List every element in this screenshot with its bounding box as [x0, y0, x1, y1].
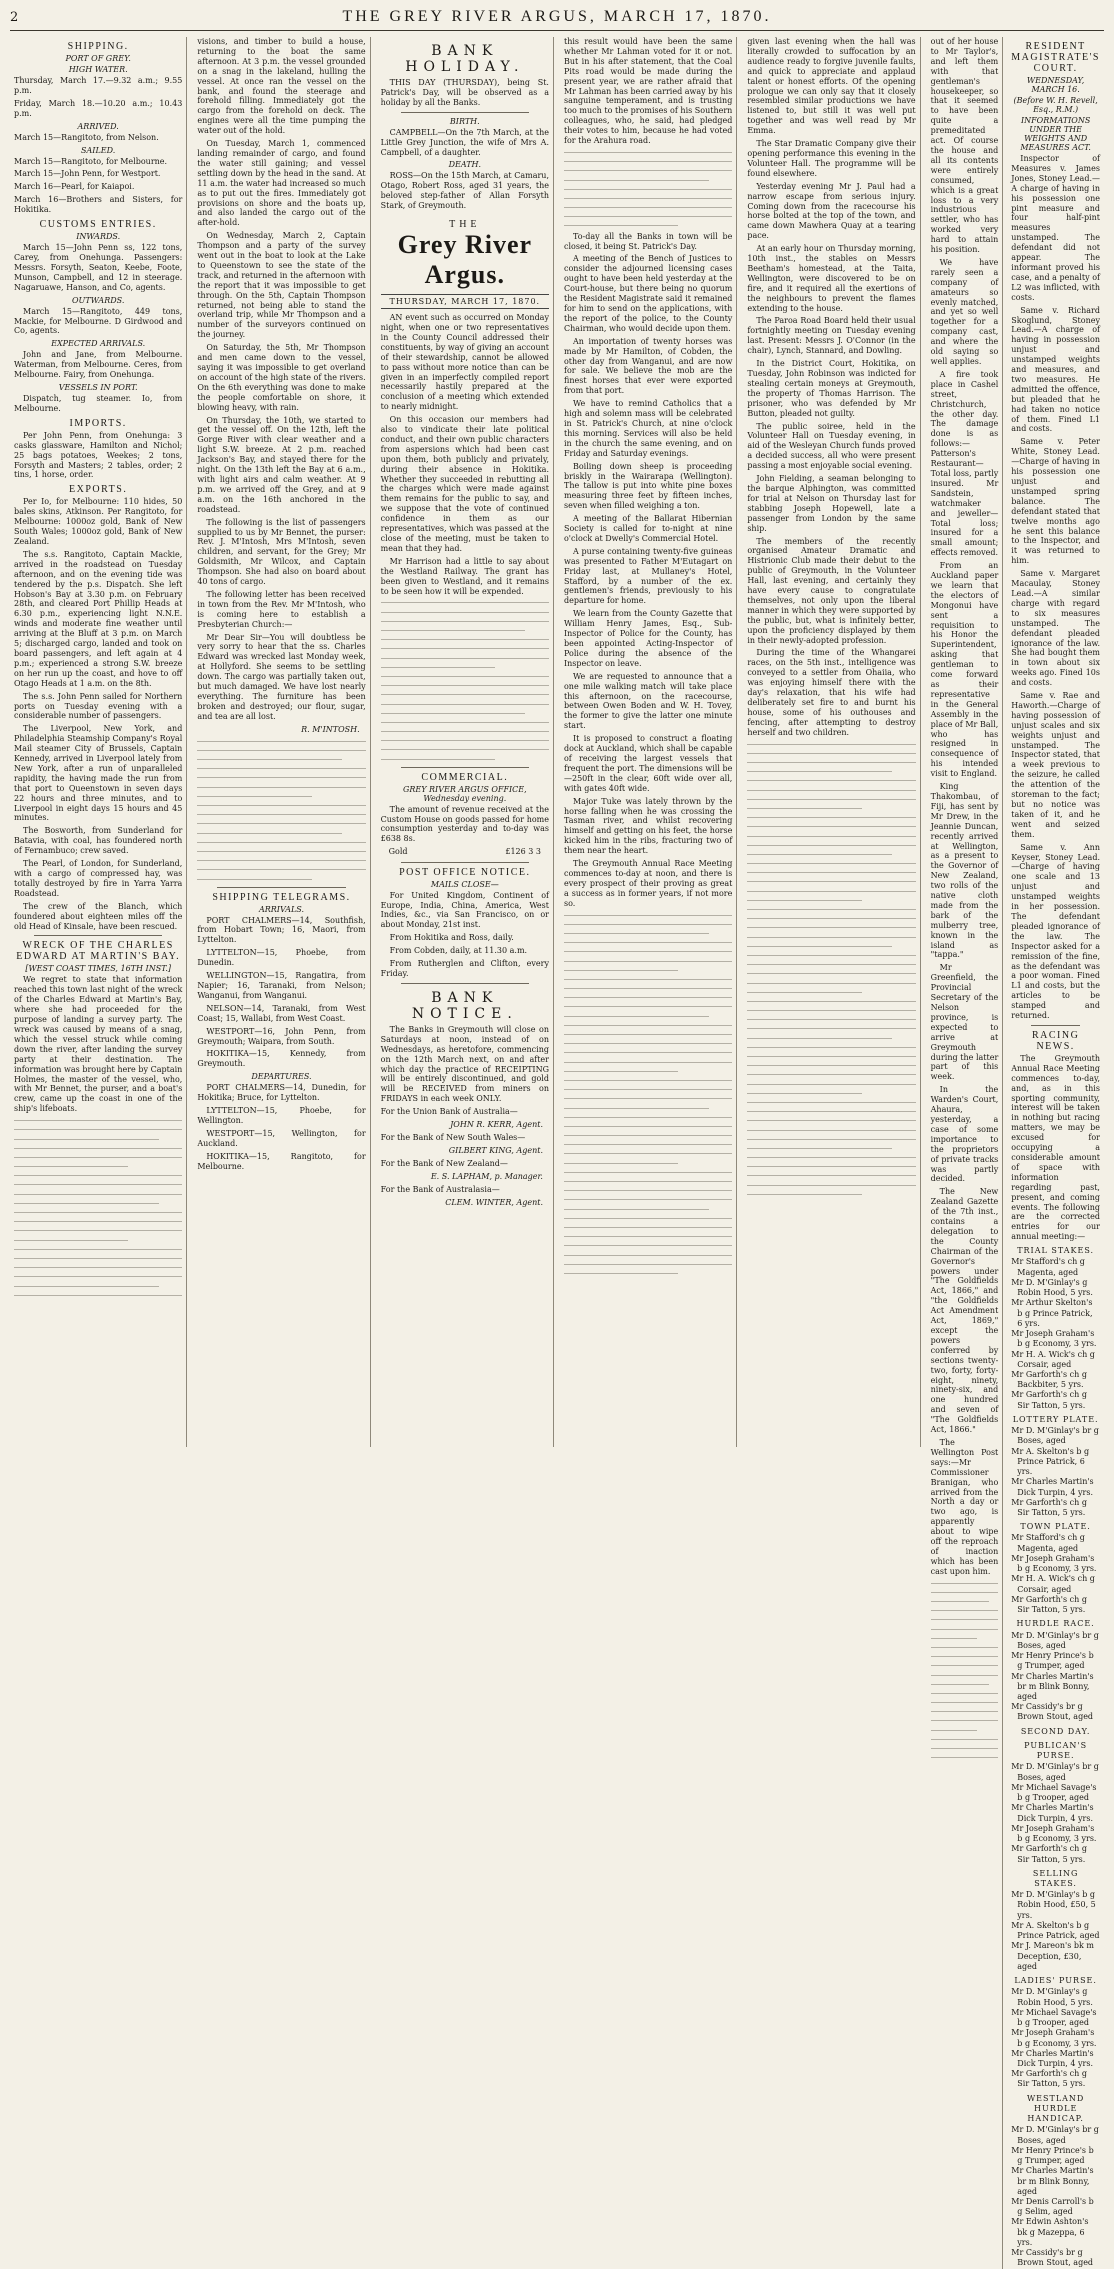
sailed-1: March 15—Rangitoto, for Melbourne. [14, 156, 168, 166]
sailed-label: SAILED. [81, 145, 116, 155]
column-6a [931, 37, 1004, 2269]
sailed-3: March 16—Pearl, for Kaiapoi. [14, 182, 135, 192]
post-office-heading: POST OFFICE NOTICE. [399, 866, 531, 878]
column-6 [927, 37, 1104, 2268]
column-6b [1011, 37, 1100, 2269]
high-water-label: HIGH WATER. [68, 65, 128, 74]
bank-for: For the Bank of New Zealand— [380, 1158, 508, 1168]
race-entry: Mr Michael Savage's b g Trooper, aged [1011, 2007, 1097, 2028]
high-water-1: Thursday, March 17.—9.32 a.m.; 9.55 p.m. [14, 76, 183, 95]
race-entry: Mr Edwin Ashton's bk g Mazeppa, 6 yrs. [1011, 2217, 1089, 2247]
outwards-text: March 15—Rangitoto, 449 tons, Mackie, for Melbourne. D Girdwood and Co, agents. [14, 306, 183, 336]
columns [10, 37, 1104, 2268]
exports-text: Per Io, for Melbourne: 110 hides, 50 bales skins, Atkinson. Per Rangitoto, for Melbourne: 1000oz gold, Bank of New South Wales; 1000oz gold, Bank of New Zealand. [14, 497, 183, 546]
race-entry: Mr J. Mareon's bk m Deception, £30, aged [1011, 1941, 1094, 1971]
gold-label: Gold [388, 847, 408, 857]
death-heading: DEATH. [448, 160, 482, 170]
wreck-continued: The following is the list of passengers supplied to us by Mr Bennet, the purser: Rev. J. M'Intosh, Mrs M'Intosh, seven children, and servant, for the Grey; Mr Goldsmith, Mr Wilcox, and Captain Thompson. She had also on board about 40 tons of cargo. [197, 517, 366, 587]
divider [401, 112, 529, 113]
bank-holiday-ad: BANK HOLIDAY. [405, 43, 525, 75]
shipping-heading: SHIPPING. [67, 41, 129, 52]
text-filler [381, 599, 549, 762]
race-entry: Mr Garforth's ch g Backbiter, 5 yrs. [1011, 1369, 1087, 1390]
text-filler [14, 1117, 182, 1299]
racing-heading: RACING NEWS. [1031, 1029, 1080, 1052]
telegram-entry: HOKITIKA—15, Kennedy, from Greymouth. [197, 1049, 366, 1069]
race-entry: Mr D. M'Ginlay's g Robin Hood, 5 yrs. [1011, 1277, 1093, 1298]
race-entry: Mr Charles Martin's Dick Turpin, 4 yrs. [1011, 2048, 1094, 2068]
race-entry: Mr Cassidy's br g Brown Stout, aged [1011, 2248, 1094, 2268]
expected-label: EXPECTED ARRIVALS. [51, 339, 146, 349]
telegram-entry: WESTPORT—16, John Penn, from Greymouth; Waipara, from South. [197, 1026, 366, 1046]
race-event-heading: PUBLICAN'S PURSE. [1024, 1740, 1088, 1761]
news-paragraph: The Pearl, of London, for Sunderland, with a cargo of compressed hay, was totally destroyed by fire in Yarra Yarra Roadstead. [14, 859, 183, 898]
post-entry: From Rutherglen and Clifton, every Friday. [380, 959, 549, 978]
nameplate-the: THE [449, 219, 481, 231]
post-entry: From Cobden, daily, at 11.30 a.m. [389, 946, 528, 956]
editorial-paragraph: Mr Harrison had a little to say about the Westland Railway. The grant has been given to Westland, and it remains to be seen how it will be expended. [380, 556, 549, 596]
bank-signature: CLEM. WINTER, Agent. [445, 1197, 543, 1207]
nameplate-title: Grey River Argus. [397, 230, 533, 290]
local-news: During the time of the Whangarei races, on the 5th inst., intelligence was conveyed to a settler from Ohaiia, who was enjoying himself there with the day's relaxation, that his wife had deliberately set fire to and burnt his house, some of his outhouses and fencing, after attempting to destroy herself and two children. [747, 648, 916, 737]
race-entry: Mr Denis Carroll's b g Selim, aged [1011, 2197, 1094, 2217]
bank-for: For the Union Bank of Australia— [380, 1107, 518, 1117]
wreck-continued: On Saturday, the 5th, Mr Thompson and men came down to the vessel, saying it was impossible to get overland on account of the high state of the rivers. On the 6th everything was done to make the people comfortable on shore, it blowing heavy, with rain. [197, 343, 366, 412]
race-list [1011, 1246, 1100, 2269]
race-entry: Mr Henry Prince's b g Trumper, aged [1011, 1651, 1094, 1671]
bank-notice-text: The Banks in Greymouth will close on Saturdays at noon, instead of on Wednesdays, as heretofore, commencing on the 12th March next, on and after which day the practice of RECEIPTING will be entirely discontinued, and gold will be RECEIVED from miners on FRIDAYS in each week ONLY. [380, 1024, 549, 1104]
race-entry: Mr Joseph Graham's b g Economy, 3 yrs. [1011, 2028, 1097, 2048]
death-text: ROSS—On the 15th March, at Camaru, Otago, Robert Ross, aged 31 years, the beloved step-father of Allan Forsyth Stark, of Greymouth. [380, 171, 549, 211]
race-entry: Mr Garforth's ch g Sir Tatton, 5 yrs. [1011, 1497, 1087, 1518]
court-case: Same v. Peter White, Stoney Lead.—Charge of having in his possession one unjust and unstamped spring balance. The defendant stated that twelve months ago he sent this balance to the Inspector, and it was returned to him. [1011, 437, 1100, 566]
court-case: Same v. Ann Keyser, Stoney Lead.—Charge of having one scale and 13 unjust and unstamped weights in her possession. The defendant pleaded ignorance of the law. The Inspector asked for a remission of the fine, as the defendant was a poor woman. Fined L1 and costs, but the articles to be stamped and returned. [1011, 842, 1100, 1021]
race-entry: Mr D. M'Ginlay's g Robin Hood, 5 yrs. [1011, 1987, 1093, 2007]
wreck-continued: On Tuesday, March 1, commenced landing remainder of cargo, and found the water still gaining; and vessel settling down by the head in the sand. At 11 a.m. the water had increased so much as to put out the fires. Immediately got provisions on shore and the boats up, and also landed the cargo out of the after-hold. [197, 139, 366, 228]
court-before: (Before W. H. Revell, Esq., R.M.) [1013, 96, 1098, 114]
local-news: The members of the recently organised Amateur Dramatic and Histrionic Club made their debut to the public of Greymouth, in the Volunteer Hall, last evening, and certainly they have every cause to congratulate themselves, not only upon the liberal manner in which they were supported by the public, but, what is infinitely better, upon the proficiency displayed by them in their newly-adopted profession. [747, 536, 916, 645]
race-entry: Mr Joseph Graham's b g Economy, 3 yrs. [1011, 1823, 1097, 1844]
local-news: Boiling down sheep is proceeding briskly in the Wairarapa (Wellington). The tallow is put into white pine boxes measuring three feet by fifteen inches, seven when filled weighing a ton. [563, 461, 733, 511]
race-entry: Mr Stafford's ch g Magenta, aged [1011, 1533, 1085, 1553]
local-news: A meeting of the Ballarat Hibernian Society is called for to-night at nine o'clock at Dwelly's Commercial Hotel. [563, 514, 733, 543]
race-entry: Mr Joseph Graham's b g Economy, 3 yrs. [1011, 1329, 1097, 1349]
telegram-entry: PORT CHALMERS—14, Dunedin, for Hokitika; Bruce, for Lyttelton. [197, 1083, 366, 1103]
telegram-entry: NELSON—14, Taranaki, from West Coast; 15, Wallabi, from West Coast. [197, 1003, 366, 1023]
text-filler [747, 741, 915, 1198]
local-news: The public soiree, held in the Volunteer Hall on Tuesday evening, in aid of the Wesleyan Church funds proved a decided success, all who were present passing a most enjoyable social evening. [747, 421, 916, 471]
bank-holiday-text: THIS DAY (THURSDAY), being St. Patrick's Day, will be observed as a holiday by all the Banks. [380, 78, 549, 107]
race-event-heading: WESTLAND HURDLE HANDICAP. [1026, 2093, 1085, 2124]
local-news: It is proposed to construct a floating dock at Auckland, which shall be capable of receiving the largest vessels that frequent the port. The dimensions will be—250ft in the clear, 60ft wide over all, with gates 40ft wide. [563, 734, 733, 793]
inwards-label: INWARDS. [76, 232, 121, 242]
divider [401, 983, 529, 984]
divider [34, 935, 162, 936]
race-event-heading: TRIAL STAKES. [1017, 1246, 1095, 1256]
local-news: From an Auckland paper we learn that the electors of Mongonui have sent a requisition to his Honor the Superintendent, asking that gentleman to come forward as their representative in the General Assembly in the place of Mr Ball, who has resigned in consequence of his intended visit to England. [930, 561, 999, 779]
wreck-continued: On Thursday, the 10th, we started to get the vessel off. On the 12th, left the Gorge River with clear weather and a light S.W. breeze. At 2 p.m. reached Jackson's Bay, and stayed there for the night. On the 13th left the Bay at 6 a.m., with light airs and calm weather. At 9 p.m. we arrived off the Grey, and at 9 a.m. on the 16th anchored in the roadstead. [197, 415, 366, 514]
local-news: The New Zealand Gazette of the 7th inst., contains a delegation to the County Chairman of the Governor's powers under "The Goldfields Act, 1866," and "the Goldfields Act Amendment Act, 1869," except the powers conferred by sections twenty-two, forty, forty-eight, ninety, ninety-six, and one hundred and seven of "The Goldfields Act, 1866." [930, 1187, 999, 1435]
race-event-heading: TOWN PLATE. [1020, 1522, 1091, 1532]
page-number: 2 [10, 10, 19, 25]
gold-row [381, 847, 549, 857]
local-news: Major Tuke was lately thrown by the horse falling when he was crossing the Tasman river, and whilst recovering himself and getting on his feet, the horse kicked him in the ribs, fracturing two of them near the heart. [563, 796, 733, 856]
in-port-label: VESSELS IN PORT. [58, 383, 138, 393]
outwards-label: OUTWARDS. [71, 295, 125, 305]
local-news: out of her house to Mr Taylor's, and left them with that gentleman's housekeeper, so that it seemed to have been quite a premeditated act. Of course the house and all its contents were entirely consumed, which is a great loss to a very industrious settler, who has worked very hard to attain his position. [930, 37, 999, 255]
race-entry: Mr Charles Martin's br m Blink Bonny, aged [1011, 1671, 1094, 1701]
race-entry: Mr H. A. Wick's ch g Corsair, aged [1011, 1349, 1095, 1369]
editorial-continued: this result would have been the same whether Mr Lahman voted for it or not. But in his after statement, that the Coal Pits road would be made during the present year, we are rather afraid that Mr Lahman has been carried away by his sanguine temperament, and is trusting too much to the promises of his Southern colleagues, who, he said, had pledged their votes to him, because he had voted for the Arahura road. [563, 37, 733, 146]
race-event-heading: SELLING STAKES. [1032, 1868, 1079, 1888]
nameplate [381, 219, 549, 290]
arrived-label: ARRIVED. [77, 121, 119, 131]
local-news: A meeting of the Bench of Justices to consider the adjourned licensing cases ought to have been held yesterday at the Court-house, but there being no quorum the Resident Magistrate said it remained for him to send on the applications, with the report of the police, to the County Chairman, who would decide upon them. [563, 254, 733, 333]
departures-label: DEPARTURES. [251, 1072, 312, 1082]
telegrams-heading: SHIPPING TELEGRAMS. [212, 891, 351, 903]
wreck-heading: WRECK OF THE CHARLES EDWARD AT MARTIN'S BAY. [16, 940, 181, 963]
local-news: The Star Dramatic Company give their opening performance this evening in the Volunteer Hall. The programme will be found elsewhere. [747, 139, 916, 178]
birth-heading: BIRTH. [449, 116, 480, 126]
expected-text: John and Jane, from Melbourne. Waterman, from Melbourne. Ceres, from Melbourne. Fairy, from Onehunga. [14, 350, 183, 380]
local-news: Mr Greenfield, the Provincial Secretary of the Nelson province, is expected to arrive at Greymouth during the latter part of this week. [930, 963, 999, 1082]
court-heading: RESIDENT MAGISTRATE'S COURT. [1011, 41, 1100, 74]
race-entry: Mr A. Skelton's b g Prince Patrick, 6 yrs. [1011, 1446, 1090, 1477]
local-news: Yesterday evening Mr J. Paul had a narrow escape from serious injury. Coming down from the racecourse his horse bolted at the top of the town, and came down Mawhera Quay at a tearing pace. [747, 181, 916, 241]
race-event-heading: LOTTERY PLATE. [1012, 1414, 1099, 1424]
race-entry: Mr A. Skelton's b g Prince Patrick, aged [1011, 1920, 1100, 1941]
local-news: King Thakombau, of Fiji, has sent by Mr Drew, in the Jeannie Duncan, recently arrived at Wellington, as a present to the Governor of New Zealand, two rolls of the native cloth made from the bark of the mulberry tree, known in the island as "tappa." [930, 782, 999, 960]
column-2 [193, 37, 370, 1447]
local-news: We have rarely seen a company of amateurs so evenly matched, and yet so well together for a company cast, and where the old saying so well applies. [930, 257, 999, 366]
bank-for: For the Bank of Australasia— [380, 1184, 500, 1194]
column-4 [560, 37, 737, 1447]
in-port-text: Dispatch, tug steamer. Io, from Melbourne. [14, 394, 183, 413]
racing-intro: The Greymouth Annual Race Meeting commences to-day, and, as in this sporting community, interest will be taken in nothing but racing matters, we may be excused for occupying a considerable amount of space with information regarding past, present, and coming events. The following are the corrected entries for our annual meeting:— [1011, 1053, 1100, 1242]
race-entry: Mr D. M'Ginlay's br g Boses, aged [1011, 2125, 1099, 2145]
telegram-entry: WESTPORT—15, Wellington, for Auckland. [197, 1128, 366, 1148]
column-3 [377, 37, 554, 1447]
race-entry: Mr Michael Savage's b g Trooper, aged [1011, 1782, 1097, 1803]
race-entry: Mr Stafford's ch g Magenta, aged [1011, 1257, 1085, 1277]
mails-close-label: MAILS CLOSE— [430, 879, 499, 889]
letter-signature: R. M'INTOSH. [301, 724, 360, 734]
wreck-continued: The following letter has been received in town from the Rev. Mr M'Intosh, who is coming here to establish a Presbyterian Church:— [197, 589, 366, 629]
race-entry: Mr Charles Martin's Dick Turpin, 4 yrs. [1011, 1803, 1094, 1823]
column-5 [743, 37, 920, 1447]
newspaper-title: THE GREY RIVER ARGUS, MARCH 17, 1870. [342, 8, 772, 25]
race-entry: Mr Charles Martin's br m Blink Bonny, aged [1011, 2166, 1094, 2196]
court-case: Same v. Rae and Haworth.—Charge of having possession of unjust scales and six weights unjust and unstamped. The Inspector stated, that a week previous to the seizure, he called the attention of the storeman to the fact; but no notice was taken of it, and he went and seized them. [1011, 691, 1100, 839]
text-filler [197, 738, 365, 883]
local-news: A fire took place in Cashel street, Christchurch, the other day. The damage done is as follows:—Patterson's Restaurant—Total loss, partly insured. Mr Sandstein, watchmaker and jeweller—Total loss; insured for a small amount; effects removed. [930, 369, 999, 558]
bank-notice-ad: BANK NOTICE. [411, 989, 518, 1022]
race-entry: Mr Garforth's ch g Sir Tatton, 5 yrs. [1011, 2069, 1087, 2089]
imports-text: Per John Penn, from Onehunga: 3 casks glassware, Hamilton and Nichol; 25 bags potatoes, Weekes; 2 tons, Forsyth and Masters; 2 tables, order; 2 tins, 1 horse, order. [14, 430, 183, 480]
race-entry: Mr D. M'Ginlay's b g Robin Hood, £50, 5 yrs. [1011, 1890, 1096, 1920]
race-entry: Mr D. M'Ginlay's br g Boses, aged [1011, 1762, 1099, 1782]
local-news: We learn from the County Gazette that William Henry James, Esq., Sub-Inspector of Police for the County, has been appointed Acting-Inspector of Police during the absence of the Inspector on leave. [563, 609, 733, 668]
race-entry: Mr Garforth's ch g Sir Tatton, 5 yrs. [1011, 1390, 1087, 1410]
telegram-entry: LYTTELTON—15, Phoebe, from Dunedin. [197, 948, 366, 968]
divider [1031, 1025, 1080, 1026]
local-news: In the Warden's Court, Ahaura, yesterday, a case of some importance to the proprietors of private tracks was partly decided. [930, 1085, 999, 1184]
text-filler [564, 149, 732, 230]
telegram-entry: PORT CHALMERS—14, Southfish, from Hobart Town; 16, Maori, from Lyttelton. [197, 915, 366, 945]
bank-signature: JOHN R. KERR, Agent. [450, 1120, 543, 1130]
post-entry: From Hokitika and Ross, daily. [389, 933, 514, 943]
race-entry: Mr Joseph Graham's b g Economy, 3 yrs. [1011, 1553, 1097, 1574]
court-subheading: INFORMATIONS UNDER THE WEIGHTS AND MEASURES ACT. [1020, 116, 1091, 152]
court-case: Same v. Richard Skoglund, Stoney Lead.—A charge of having in possession unjust and unstamped weights and measures, and two measures. He admitted the offence, but pleaded that he had taken no notice of them. Fined L1 and costs. [1011, 305, 1100, 434]
sailed-4: March 16—Brothers and Sisters, for Hokitika. [14, 195, 183, 215]
wreck-continued: On Wednesday, March 2, Captain Thompson and a party of the survey went out in the boat to look at the Lake to Queenstown to see the state of the track, and returned in the afternoon with the report that it was impossible to get through. On the 5th, Captain Thompson returned, not being able to stand the overland trip, while Mr Thompson and a number of the surveyors continued on the journey. [197, 231, 366, 340]
port-heading: PORT OF GREY. [65, 54, 131, 63]
news-paragraph: The Liverpool, New York, and Philadelphia Steamship Company's Royal Mail steamer City of Brussels, Captain Kennedy, arrived in Liverpool lately from New York, after a run of unparalleled rapidity, the having made the run from that port to Queenstown in seven days 22 hours and three minutes, and to Liverpool in eight days 15 hours and 45 minutes. [14, 724, 183, 823]
column-1 [10, 37, 187, 1447]
arrived-1: March 15—Rangitoto, from Nelson. [14, 132, 159, 142]
text-filler [564, 912, 732, 1277]
gold-value: £126 3 3 [505, 847, 541, 857]
race-entry: Mr H. A. Wick's ch g Corsair, aged [1011, 1574, 1095, 1594]
race-entry: Mr Garforth's ch g Sir Tatton, 5 yrs. [1011, 1594, 1087, 1615]
race-entry: Mr Arthur Skelton's b g Prince Patrick, 6 yrs. [1011, 1298, 1093, 1328]
imports-heading: IMPORTS. [69, 417, 127, 429]
telegram-entry: HOKITIKA—15, Rangitoto, for Melbourne. [197, 1151, 366, 1171]
race-event-heading: SECOND DAY. [1020, 1726, 1091, 1736]
race-event-heading: HURDLE RACE. [1016, 1619, 1095, 1629]
race-event-heading: LADIES' PURSE. [1014, 1976, 1097, 1986]
wreck-text: We regret to state that information reached this town last night of the wreck of the Charles Edward at Martin's Bay, where she had proceeded for the purpose of landing a survey party. The wreck was caused by means of a snag, which the vessel struck while coming down the river, after landing the survey party at their destination. The information was brought here by Captain Holmes, the master of the vessel, who, with Mr Bennet, the purser, and a boat's crew, came up the coast in one of the ship's lifeboats. [14, 975, 183, 1114]
wreck-source: [WEST COAST TIMES, 16TH INST.] [25, 964, 171, 974]
local-news: We are requested to announce that a one mile walking match will take place this afternoon, on the racecourse, between Owen Boden and W. H. Tovey, the former to give the latter one minute start. [563, 671, 733, 731]
local-news: To-day all the Banks in town will be closed, it being St. Patrick's Day. [563, 231, 733, 251]
post-entry: For United Kingdom, Continent of Europe, India, China, America, West Indies, &c., via San Francisco, on or about Monday, 21st inst. [380, 890, 549, 930]
race-entry: Mr Cassidy's br g Brown Stout, aged [1011, 1702, 1094, 1722]
exports-heading: EXPORTS. [68, 484, 128, 496]
local-news: The Greymouth Annual Race Meeting commences to-day at noon, and there is every prospect of their proving as great a success as in former years, if not more so. [563, 859, 733, 908]
local-news: An importation of twenty horses was made by Mr Hamilton, of Cobden, the other day from Wanganui, and are now for sale. We believe the mob are the finest horses that ever were exported from that port. [563, 336, 733, 396]
race-entry: Mr Charles Martin's Dick Turpin, 4 yrs. [1011, 1477, 1094, 1497]
commercial-subheading: GREY RIVER ARGUS OFFICE, Wednesday evening. [402, 784, 527, 803]
race-entry: Mr D. M'Ginlay's br g Boses, aged [1011, 1630, 1099, 1650]
bank-signature: E. S. LAPHAM, p. Manager. [430, 1171, 543, 1181]
news-paragraph: The s.s. John Penn sailed for Northern ports on Tuesday evening with a considerable number of passengers. [14, 691, 183, 721]
court-case: Same v. Margaret Macaulay, Stoney Lead.—A similar charge with regard to six measures unstamped. The defendant pleaded ignorance of the law. She had bought them in town about six weeks ago. Fined 10s and costs. [1011, 569, 1100, 688]
news-paragraph: The s.s. Rangitoto, Captain Mackie, arrived in the roadstead on Tuesday afternoon, and on the evening tide was tendered by the p.s. Dispatch. She left Hobson's Bay at 3.30 p.m. on February 28th, and cleared Port Phillip Heads at 6.30 p.m., experiencing light N.N.E. winds and moderate fine weather until arriving at the Bluff at 3 p.m. on March 5; discharged cargo, landed and took on board passengers, and left again at 4 p.m.; experienced a strong S.W. breeze on her run up the coast, and hove to off Otago Heads at 1 a.m. on the 8th. [14, 549, 183, 688]
local-news: The Wellington Post says:—Mr Commissioner Branigan, who arrived from the North a day or two ago, is apparently about to wipe off the reproach of inaction which has been cast upon him. [930, 1437, 999, 1576]
text-filler [931, 1580, 999, 1762]
customs-heading: CUSTOMS ENTRIES. [39, 219, 157, 231]
issue-date: THURSDAY, MARCH 17, 1870. [381, 294, 549, 309]
mcintosh-letter: Mr Dear Sir—You will doubtless be very sorry to hear that the ss. Charles Edward was wrecked last Monday week, at Hollyford. She seems to be settling down. The cargo was partially taken out, but much damaged. We have lost nearly everything. The furniture has been broken and destroyed; our flour, sugar, and tea are all lost. [197, 632, 366, 721]
arrivals-label: ARRIVALS. [258, 904, 305, 914]
telegram-entry: LYTTELTON—15, Phoebe, for Wellington. [197, 1106, 366, 1125]
divider [401, 862, 529, 863]
telegram-entry: WELLINGTON—15, Rangatira, from Napier; 16, Taranaki, from Nelson; Wanganui, from Wanganui. [197, 971, 366, 1000]
wreck-continued: visions, and timber to build a house, returning to the boat the same afternoon. At 3 p.m. the vessel grounded on a snag in the lakeland, hulling the vessel. At once ran the vessel on the bank, and found the steerage and forehold filling. Immediately got the cargo from the forehold on deck. The engines were all the time pumping the water out of the hold. [197, 37, 366, 136]
commercial-heading: COMMERCIAL. [421, 771, 509, 783]
high-water-2: Friday, March 18.—10.20 a.m.; 10.43 p.m. [14, 98, 183, 118]
local-news: A purse containing twenty-five guineas was presented to Father M'Eutagart on Friday last, at Mullaney's Hotel, Stafford, by a number of the ex. gentlemen's friends, previously to his departure for home. [563, 546, 733, 606]
birth-text: CAMPBELL—On the 7th March, at the Little Grey Junction, the wife of Mrs A. Campbell, of a daughter. [380, 127, 549, 157]
local-news: We have to remind Catholics that a high and solemn mass will be celebrated in St. Patrick's Church, at nine o'clock this morning. Services will also be held in the church the same evening, and on Friday and Saturday evenings. [563, 399, 733, 458]
bank-signature: GILBERT KING, Agent. [448, 1145, 543, 1155]
local-news: In the District Court, Hokitika, on Tuesday, John Robinson was indicted for stealing certain moneys at Greymouth, the property of Thomas Harrison. The prisoner, who was defended by Mr Button, pleaded not guilty. [747, 359, 916, 418]
local-news: given last evening when the hall was literally crowded to suffocation by an audience ready to forgive juvenile faults, and quick to appreciate and applaud talent or honest efforts. Of the opening prologue we can only say that it closely resembled similar productions we have listened to, but still it was well put together and was well read by Mr Emma. [747, 37, 916, 136]
race-entry: Mr Garforth's ch g Sir Tatton, 5 yrs. [1011, 1844, 1087, 1864]
news-paragraph: The crew of the Blanch, which foundered about eighteen miles off the old Head of Kinsale, have been rescued. [14, 901, 183, 931]
commercial-text: The amount of revenue received at the Custom House on goods passed for home consumption yesterday and to-day was £638 8s. [380, 804, 549, 844]
local-news: John Fielding, a seaman belonging to the barque Alphington, was committed for trial at Nelson on Thursday last for stabbing Joseph Hopewell, late a passenger from London by the same ship. [747, 474, 916, 533]
sailed-2: March 15—John Penn, for Westport. [14, 169, 161, 179]
editorial-paragraph: On this occasion our members had also to vindicate their late political conduct, and their own public characters from aspersions which had been cast upon them, both publicly and privately, during their absence in Hokitika. Whether they succeeded in rebutting all the charges which were made against them remains for the public to say, and we suppose that the vote of continued confidence in them as our representatives, which was passed at the close of the meeting, must be taken to mean that they had. [380, 415, 549, 553]
local-news: At an early hour on Thursday morning, 10th inst., the stables on Messrs Beetham's homestead, at the Taita, Wellington, were discovered to be on fire, and it required all the exertions of the neighbours to prevent the flames extending to the house. [747, 244, 916, 313]
masthead [10, 8, 1104, 31]
editorial-paragraph: AN event such as occurred on Monday night, when one or two representatives in the County Council addressed their constituents, by way of giving an account of their stewardship, cannot be allowed to pass without more notice than can be given in an imperfectly compiled report necessarily hastily prepared at the conclusion of a meeting which extended to nearly midnight. [380, 313, 549, 412]
local-news: The Paroa Road Board held their usual fortnightly meeting on Tuesday evening last. Present: Messrs J. O'Connor (in the chair), Lynch, Stannard, and Dowling. [747, 316, 916, 356]
race-entry: Mr D. M'Ginlay's br g Boses, aged [1011, 1426, 1099, 1446]
news-paragraph: The Bosworth, from Sunderland for Batavia, with coal, has foundered north of Fernambuco; crew saved. [14, 826, 183, 856]
inwards-text: March 15—John Penn ss, 122 tons, Carey, from Onehunga. Passengers: Messrs. Forsyth, Seaton, Keebe, Foote, Munson, Campbell, and 12 in steerage. Nagaruawe, Hanson, and Co, agents. [14, 243, 183, 292]
divider [217, 887, 345, 888]
court-date: WEDNESDAY, MARCH 16. [1026, 76, 1085, 94]
race-entry: Mr Henry Prince's b g Trumper, aged [1011, 2145, 1094, 2166]
bank-for: For the Bank of New South Wales— [380, 1133, 526, 1143]
court-case: Inspector of Measures v. James Jones, Stoney Lead.—A charge of having in his possession one pint measure and four half-pint measures unstamped. The defendant did not appear. The informant proved his case, and a penalty of L2 was inflicted, with costs. [1011, 154, 1100, 302]
divider [401, 767, 529, 768]
